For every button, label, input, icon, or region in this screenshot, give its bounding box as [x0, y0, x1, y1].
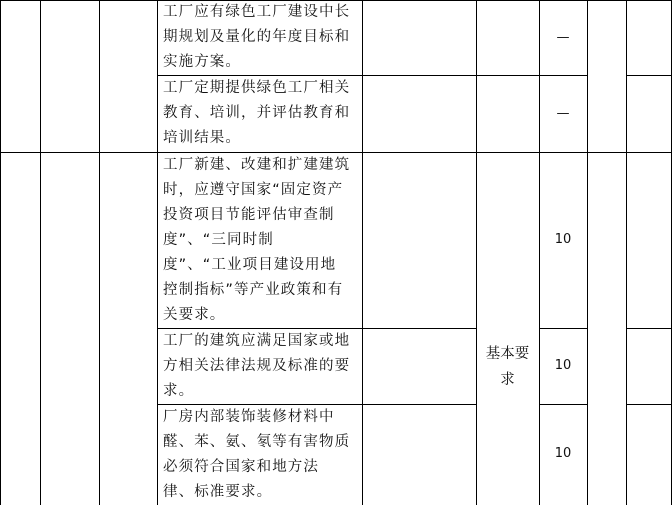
- requirement-cell: [163, 76, 350, 151]
- requirement-text-line: 工厂应有绿色工厂建设中长: [163, 4, 351, 20]
- requirement-text-line: 工厂定期提供绿色工厂相关: [163, 80, 351, 96]
- requirement-text-line: 工厂新建、改建和扩建建筑: [163, 157, 351, 173]
- requirement-text-line: 培训结果。: [163, 130, 241, 146]
- requirement-text-line: 工厂的建筑应满足国家或地: [163, 333, 351, 349]
- requirement-text-line: 投资项目节能评估审查制: [163, 207, 335, 223]
- row-divider: [539, 404, 587, 405]
- requirement-text-line: 控制指标”等产业政策和有: [163, 282, 344, 298]
- requirement-text-line: 厂房内部装饰装修材料中: [163, 409, 335, 425]
- requirement-text-line: 时，应遵守国家“固定资产: [163, 182, 344, 198]
- score-cell: —: [556, 30, 570, 45]
- requirement-type-line: 基本要: [485, 346, 530, 362]
- requirement-text-line: 方相关法律法规及标准的要: [163, 358, 351, 374]
- requirement-text-line: 醛、苯、氨、氡等有害物质: [163, 434, 351, 450]
- column-divider: [40, 0, 41, 505]
- requirement-cell: [163, 405, 350, 505]
- requirement-type-cell: [477, 341, 538, 393]
- requirement-text-line: 求。: [163, 383, 195, 399]
- requirement-text-line: 度”、“三同时制: [163, 232, 274, 248]
- table-border-left: [0, 0, 1, 505]
- row-divider: [539, 328, 587, 329]
- score-cell: 10: [554, 232, 572, 247]
- column-divider: [99, 0, 100, 505]
- requirement-text-line: 度”、“工业项目建设用地: [163, 257, 337, 273]
- requirement-text-line: 教育、培训，并评估教育和: [163, 105, 351, 121]
- requirement-text-line: 必须符合国家和地方法: [163, 459, 319, 475]
- row-divider: [626, 75, 672, 76]
- requirement-text-line: 关要求。: [163, 307, 226, 323]
- column-divider: [587, 0, 588, 505]
- requirement-type-line: 求: [500, 372, 515, 388]
- score-cell: 10: [554, 358, 572, 373]
- requirement-cell: [163, 329, 350, 404]
- requirement-text-line: 律、标准要求。: [163, 484, 273, 500]
- requirement-cell: [163, 153, 350, 328]
- row-divider: [626, 328, 672, 329]
- requirement-text-line: 期规划及量化的年度目标和: [163, 29, 351, 45]
- row-divider: [626, 404, 672, 405]
- score-cell: —: [556, 106, 570, 121]
- requirement-text-line: 实施方案。: [163, 54, 241, 70]
- score-cell: 10: [554, 446, 572, 461]
- requirement-cell: [163, 0, 350, 75]
